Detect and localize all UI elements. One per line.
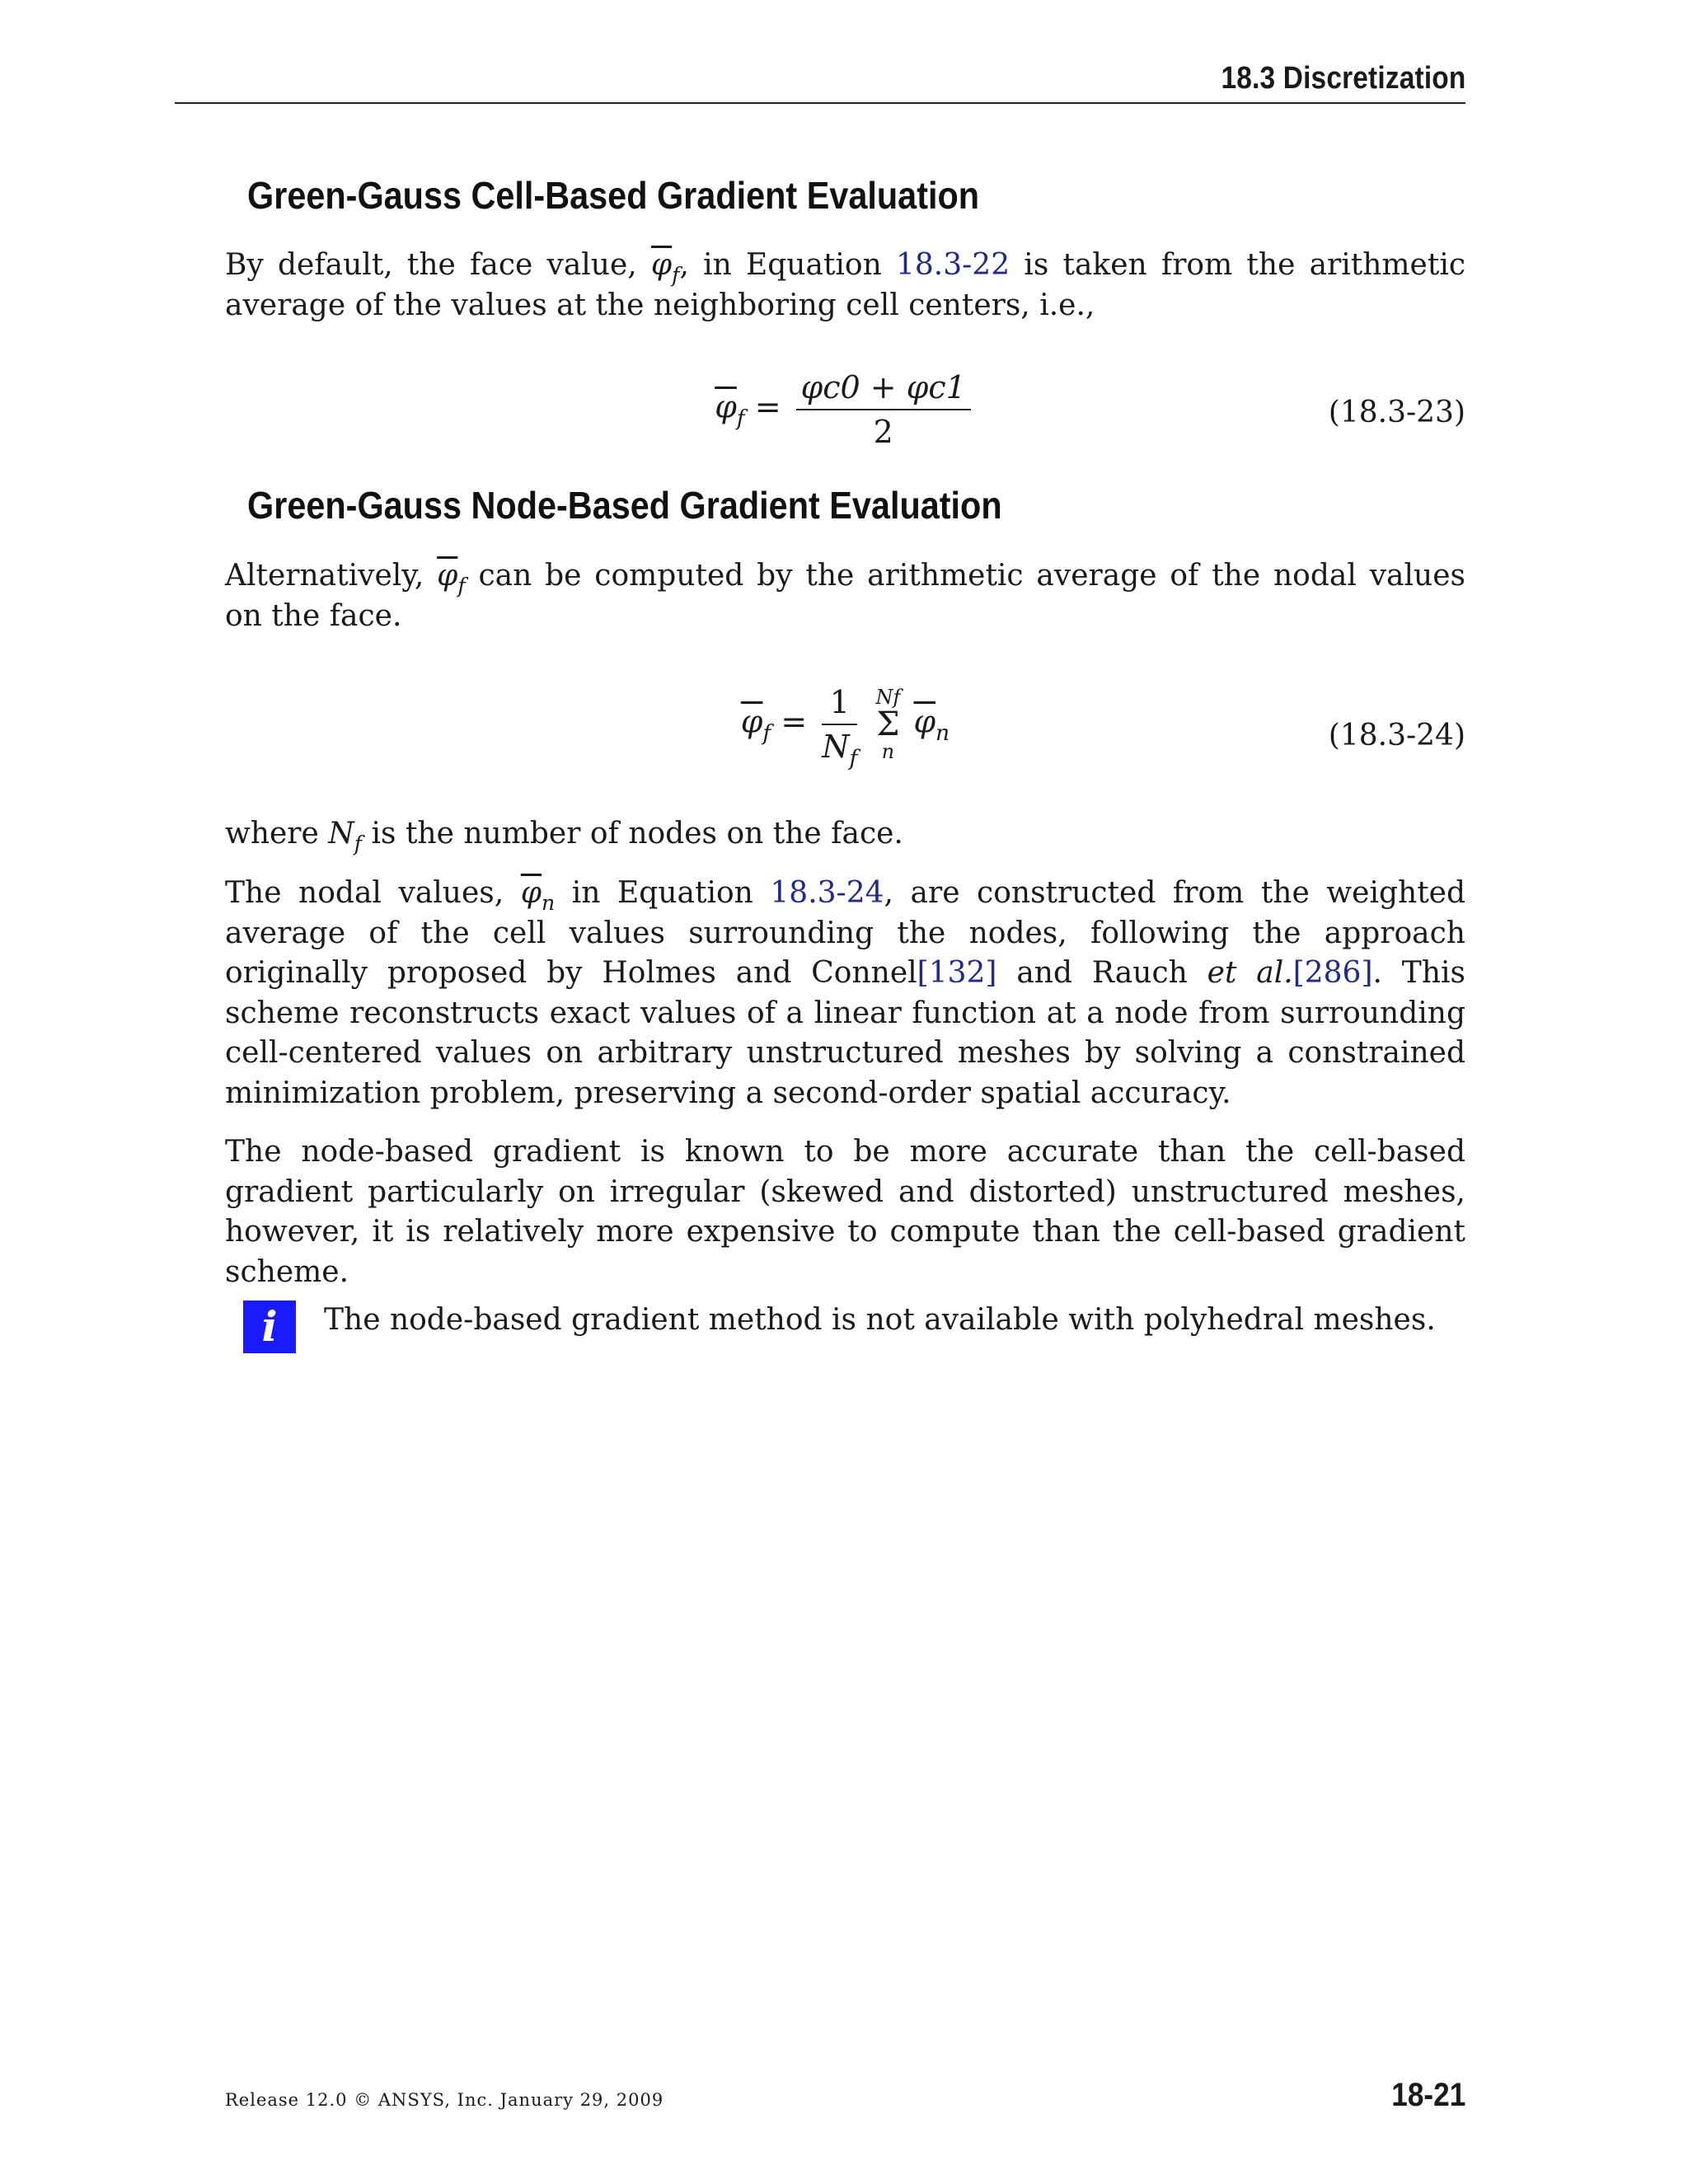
paragraph-nf-definition: where $N_f$ is the number of nodes on the face. <box>225 817 903 855</box>
equation-body: $\overline{\varphi}_f$ = $\frac{1}{N_f}$ Nf Σ n $\overline{\varphi}_n$ <box>740 684 950 771</box>
citation-link-132[interactable]: [132] <box>917 956 997 990</box>
text: is taken from the arithmetic average of the values at the neighboring cell centers, i.e., <box>225 248 1465 322</box>
text: , are constructed from the weighted average of the cell values surrounding the nodes, following the approach originally proposed by Holmes and Connel <box>225 876 1466 990</box>
numerator: 1 <box>822 684 857 725</box>
text: and Rauch <box>996 956 1207 990</box>
equation-number: (18.3-23) <box>1328 396 1465 429</box>
equation-link[interactable]: 18.3-24 <box>770 876 884 910</box>
text: in Equation <box>555 876 771 910</box>
denominator: $N_f$ <box>822 729 858 771</box>
sum-lower-limit: n <box>881 740 895 763</box>
paragraph-accuracy <box>225 1132 1465 1292</box>
paragraph-node-based: Alternatively, $\overline{\varphi}_f$ can be computed by the arithmetic average of the nodal values on the face. <box>225 559 1465 633</box>
section-title: 18.3 Discretization <box>1221 61 1465 96</box>
citation-link-286[interactable]: [286] <box>1292 956 1373 990</box>
phi-n-symbol: $\overline{\varphi}$ <box>913 703 936 740</box>
note-text: The node-based gradient method is not available with polyhedral meshes. <box>324 1303 1436 1337</box>
text: where <box>225 817 329 851</box>
text: Alternatively, <box>225 559 438 593</box>
et-al: et al. <box>1207 956 1293 990</box>
heading-cell-based: Green-Gauss Cell-Based Gradient Evaluation <box>247 174 980 217</box>
info-icon: i <box>243 1301 296 1353</box>
equation-18-3-23 <box>225 369 1465 460</box>
equals-sign: = <box>754 388 791 425</box>
equation-link[interactable]: 18.3-22 <box>895 248 1010 282</box>
numerator: φc0 + φc1 <box>796 369 971 410</box>
nf-symbol: N <box>328 817 354 851</box>
equation-body: $\overline{\varphi}_f$ = $\frac{\varphi c0 + \varphi c1}{2}$ <box>225 369 1465 450</box>
sum-upper-limit: Nf <box>875 686 901 709</box>
text: The nodal values, <box>225 876 521 910</box>
summation <box>875 687 900 762</box>
phi-f-symbol: $\overline{\varphi}$ <box>437 559 458 593</box>
sub-f: f <box>672 262 680 287</box>
page-number: 18-21 <box>1390 2077 1465 2113</box>
text: The node-based gradient is known to be more accurate than the cell-based gradient particularly on irregular (skewed and distorted) unstructured meshes, however, it is relatively more expensive to compute than the cell-based gradient scheme. <box>225 1135 1465 1289</box>
text: is the number of nodes on the face. <box>362 817 903 851</box>
text: . This scheme reconstructs exact values of a linear function at a node from surrounding cell-centered values on arbitrary unstructured meshes by solving a constrained minimization problem, preserving a second-order spatial accuracy. <box>225 956 1465 1110</box>
equals-sign: = <box>781 703 818 740</box>
text: By default, the face value, <box>225 248 651 282</box>
lhs-phi: $\overline{\varphi}$ <box>715 388 737 425</box>
fraction <box>822 684 858 771</box>
fraction <box>796 369 971 450</box>
sigma-symbol: Σ <box>876 705 900 743</box>
text: can be computed by the arithmetic average of the nodal values on the face. <box>225 559 1465 633</box>
heading-node-based: Green-Gauss Node-Based Gradient Evaluation <box>247 484 1002 527</box>
text: , in Equation <box>679 248 896 282</box>
phi-f-symbol: $\overline{\varphi}$ <box>650 248 673 282</box>
running-header <box>175 61 1465 104</box>
paragraph-cell-based <box>225 246 1465 326</box>
equation-18-3-24 <box>225 684 1465 775</box>
footer-release: Release 12.0 © ANSYS, Inc. January 29, 2009 <box>225 2090 664 2110</box>
phi-n-symbol: $\overline{\varphi}$ <box>520 876 542 910</box>
lhs-phi: $\overline{\varphi}$ <box>740 703 763 740</box>
equation-number: (18.3-24) <box>1328 719 1465 752</box>
denominator: 2 <box>873 414 893 450</box>
paragraph-nodal-values: The nodal values, $\overline{\varphi}_n$ in Equation 18.3-24, are constructed from the weighted average of the cell values surrounding the nodes, following the approach originally proposed by Holmes and Connel[132] and Rauch et al.[286]. This scheme reconstructs exact values of a linear function at a node from surrounding cell-centered values on arbitrary unstructured meshes by solving a constrained minimization problem, preserving a second-order spatial accuracy. <box>225 876 1466 1110</box>
